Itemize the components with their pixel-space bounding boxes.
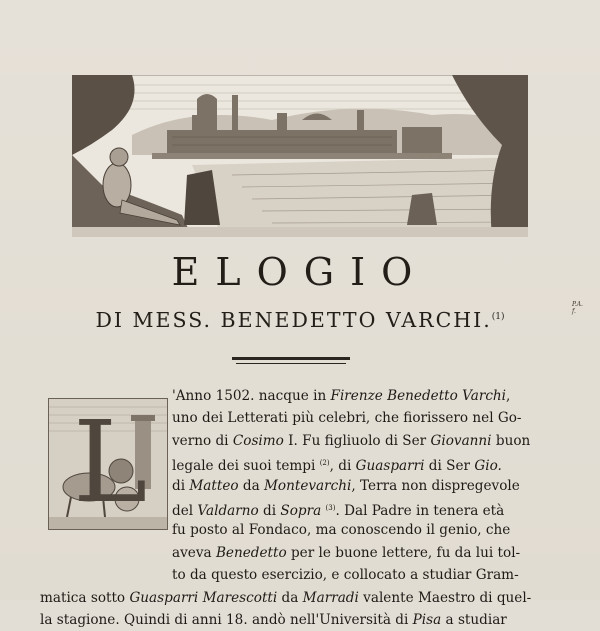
text-fragment: Pisa [412, 612, 442, 628]
text-fragment: Montevarchi [264, 477, 352, 494]
subtitle-text: DI MESS. BENEDETTO VARCHI. [95, 308, 492, 332]
text-fragment: Gio. [474, 458, 502, 475]
text-fragment: matica sotto [40, 589, 130, 606]
text-fragment: 'Anno 1502. nacque in [172, 388, 331, 404]
text-line [172, 430, 530, 452]
text-fragment: uno dei Letterati più celebri, che fiorissero nel Go- [172, 410, 522, 427]
text-fragment: (2) [319, 459, 330, 468]
text-line [40, 609, 507, 631]
text-fragment: legale dei suoi tempi [172, 458, 320, 475]
ornamental-rule-thin [236, 363, 346, 364]
text-line [172, 475, 520, 497]
text-fragment: di [172, 477, 190, 494]
text-fragment: di [258, 503, 281, 519]
text-fragment: fu posto al Fondaco, ma conoscendo il genio, che [172, 522, 511, 539]
engraving-illustration [72, 75, 528, 237]
text-fragment: Valdarno [197, 503, 259, 519]
text-fragment: , di [329, 458, 356, 475]
ornamental-rule-thick [232, 357, 350, 360]
text-fragment: Benedetto [215, 544, 287, 561]
text-fragment: verno di [172, 432, 233, 449]
page-subtitle [0, 308, 600, 332]
text-fragment: , [506, 388, 511, 404]
text-line [172, 407, 522, 429]
text-fragment: . Dal Padre in tenera età [335, 503, 505, 519]
text-fragment: buon [491, 432, 531, 449]
text-fragment: Matteo [189, 477, 239, 494]
text-fragment: da [238, 477, 265, 494]
dropcap-letter: L [73, 398, 148, 528]
text-fragment: valente Maestro di quel- [358, 589, 532, 606]
text-fragment: Marradi [302, 589, 359, 606]
text-fragment: Giovanni [430, 432, 492, 449]
decorated-initial [48, 398, 168, 530]
text-fragment: Cosimo [232, 432, 284, 449]
text-fragment: del [172, 503, 198, 519]
text-fragment: aveva [172, 544, 216, 561]
text-fragment: I. Fu figliuolo di Ser [283, 432, 431, 449]
text-fragment: Guasparri [355, 458, 425, 475]
engraver-signature: P.A. f. [572, 301, 583, 315]
text-fragment: to da questo esercizio, e collocato a studiar Gram- [172, 567, 519, 584]
text-fragment: a studiar [441, 612, 507, 628]
text-fragment: Firenze Benedetto Varchi [330, 388, 507, 404]
text-line [172, 519, 510, 541]
text-line [172, 564, 519, 586]
text-line [172, 542, 520, 564]
text-line [40, 587, 531, 609]
text-fragment: , Terra non dispregevole [351, 477, 520, 494]
text-fragment: per le buone lettere, fu da lui tol- [286, 544, 521, 561]
text-fragment: da [277, 589, 303, 606]
text-fragment: di Ser [424, 458, 475, 475]
footnote-mark: (1) [491, 312, 505, 322]
text-fragment: (3) [325, 504, 336, 512]
text-fragment: la stagione. Quindi di anni 18. andò nell'Università di [40, 612, 413, 628]
page-title: ELOGIO [171, 250, 429, 294]
text-fragment: Guasparri Marescotti [129, 589, 278, 606]
text-line [172, 385, 510, 407]
text-fragment: Sopra [280, 503, 322, 519]
